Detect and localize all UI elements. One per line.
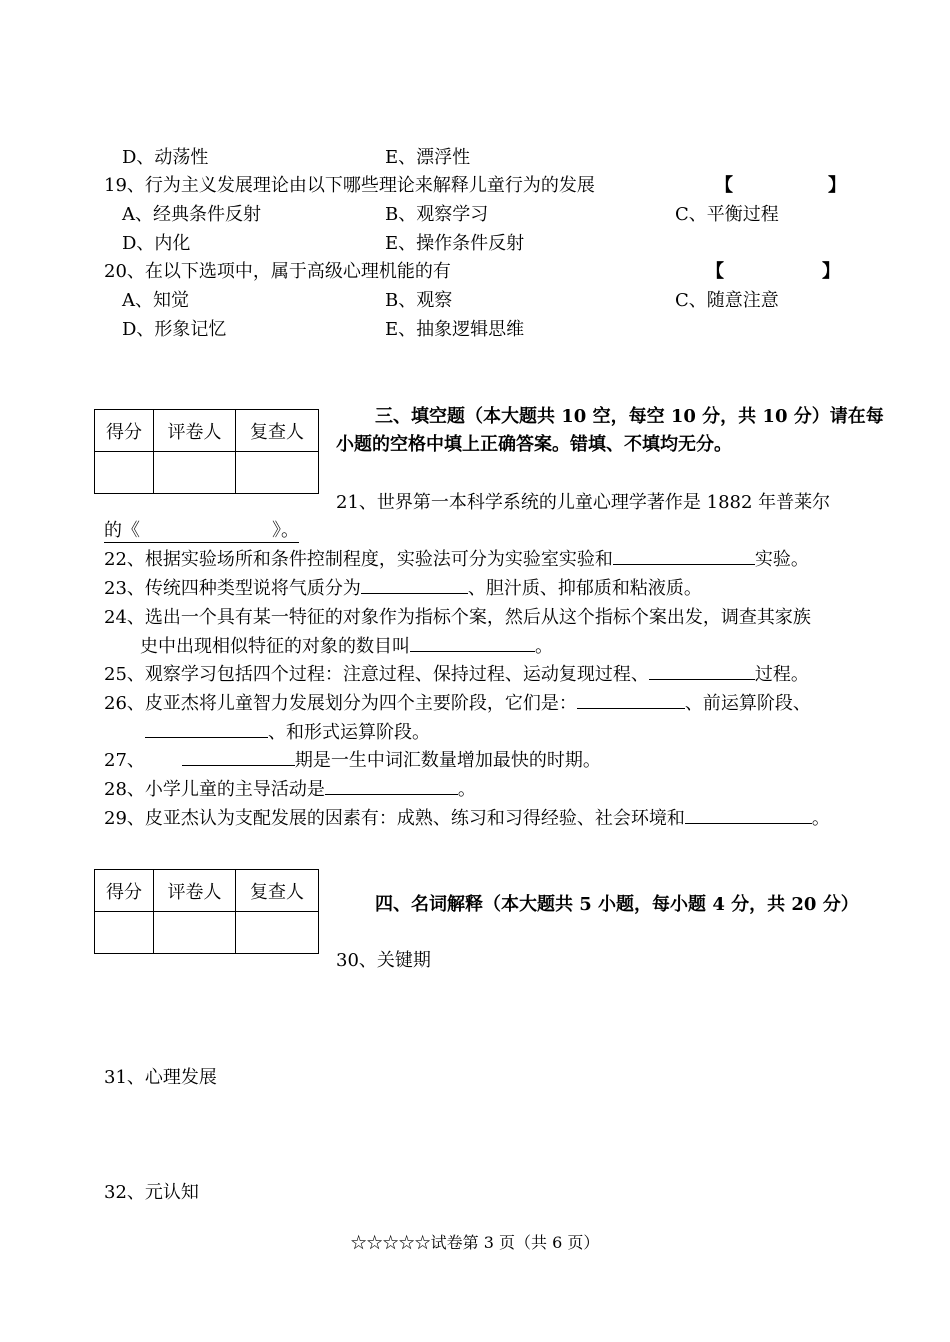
grader-header: 评卷人 [154,410,236,452]
q20-option-c: C、随意注意 [675,290,779,311]
q20-option-b: B、观察 [385,290,453,311]
q28-line [104,775,476,801]
q27-line [104,746,601,772]
q18-option-d: D、动荡性 [122,147,209,168]
q22-suffix: 实验。 [754,549,809,570]
q21-prefix: 的《 [104,520,140,541]
q22-line [104,545,809,571]
q29-blank[interactable] [685,805,812,824]
q24-line1: 24、选出一个具有某一特征的对象作为指标个案，然后从这个指标个案出发，调查其家族 [104,607,811,628]
q19-option-a: A、经典条件反射 [122,204,261,225]
q23-text: 23、传统四种类型说将气质分为 [104,578,361,599]
score-table-section3 [94,409,319,494]
q23-blank[interactable] [361,575,468,594]
q25-text: 25、观察学习包括四个过程：注意过程、保持过程、运动复现过程、 [104,664,649,685]
q26-blank1[interactable] [577,690,685,709]
q29-line [104,804,830,830]
q28-text: 28、小学儿童的主导活动是 [104,779,325,800]
q19-option-c: C、平衡过程 [675,204,779,225]
q26-blank2[interactable] [145,719,268,738]
grader-cell[interactable] [154,452,236,494]
q26-suffix: 、和形式运算阶段。 [268,722,430,743]
q23-suffix: 、胆汁质、抑郁质和粘液质。 [467,578,702,599]
q27-suffix: 期是一生中词汇数量增加最快的时期。 [294,750,601,771]
q24-blank[interactable] [410,633,535,652]
score-header: 得分 [95,870,154,912]
section3-title-line2: 小题的空格中填上正确答案。错填、不填均无分。 [336,434,732,455]
q19-stem: 19、行为主义发展理论由以下哪些理论来解释儿童行为的发展 [104,175,595,196]
q28-suffix: 。 [457,779,476,800]
q20-bracket-close: 】 [822,261,840,282]
section4-title: 四、名词解释（本大题共 5 小题，每小题 4 分，共 20 分） [375,894,859,915]
q26-line1 [104,689,811,715]
q19-option-b: B、观察学习 [385,204,489,225]
q18-option-e: E、漂浮性 [385,147,471,168]
page-footer: ☆☆☆☆☆试卷第 3 页（共 6 页） [350,1233,600,1252]
q19-option-e: E、操作条件反射 [385,233,525,254]
q26-text: 26、皮亚杰将儿童智力发展划分为四个主要阶段，它们是： [104,693,577,714]
reviewer-cell[interactable] [236,452,319,494]
reviewer-cell[interactable] [236,912,319,954]
grader-cell[interactable] [154,912,236,954]
q22-text: 22、根据实验场所和条件控制程度，实验法可分为实验室实验和 [104,549,613,570]
q21-line2 [104,516,299,543]
q22-blank[interactable] [613,546,755,565]
q19-option-d: D、内化 [122,233,191,254]
q24-text: 史中出现相似特征的对象的数目叫 [140,636,410,657]
q20-option-d: D、形象记忆 [122,319,227,340]
score-header: 得分 [95,410,154,452]
q21-line1: 21、世界第一本科学系统的儿童心理学著作是 1882 年普莱尔 [336,492,831,513]
grader-header: 评卷人 [154,870,236,912]
q28-blank[interactable] [325,776,458,795]
reviewer-header: 复查人 [236,410,319,452]
q31-term: 31、心理发展 [104,1067,217,1088]
q20-option-a: A、知觉 [122,290,189,311]
q20-bracket-open: 【 [706,261,724,282]
q23-line [104,574,702,600]
q29-text: 29、皮亚杰认为支配发展的因素有：成熟、练习和习得经验、社会环境和 [104,808,685,829]
q24-suffix: 。 [535,636,553,657]
q25-blank[interactable] [649,661,755,680]
section3-title-line1: 三、填空题（本大题共 10 空，每空 10 分，共 10 分）请在每 [375,406,884,427]
score-cell[interactable] [95,912,154,954]
q29-suffix: 。 [811,808,830,829]
q19-bracket-close: 】 [828,175,846,196]
q24-line2 [140,632,553,658]
q30-term: 30、关键期 [336,950,431,971]
q20-option-e: E、抽象逻辑思维 [385,319,525,340]
reviewer-header: 复查人 [236,870,319,912]
q19-bracket-open: 【 [715,175,733,196]
q25-line [104,660,809,686]
q26-line2 [145,718,430,744]
q26-mid: 、前运算阶段、 [684,693,811,714]
q27-num: 27、 [104,750,145,771]
q32-term: 32、元认知 [104,1182,199,1203]
q20-stem: 20、在以下选项中，属于高级心理机能的有 [104,261,451,282]
q25-suffix: 过程。 [754,664,809,685]
score-table-section4 [94,869,319,954]
score-cell[interactable] [95,452,154,494]
q27-blank[interactable] [182,747,295,766]
q21-suffix: 》。 [272,520,299,541]
